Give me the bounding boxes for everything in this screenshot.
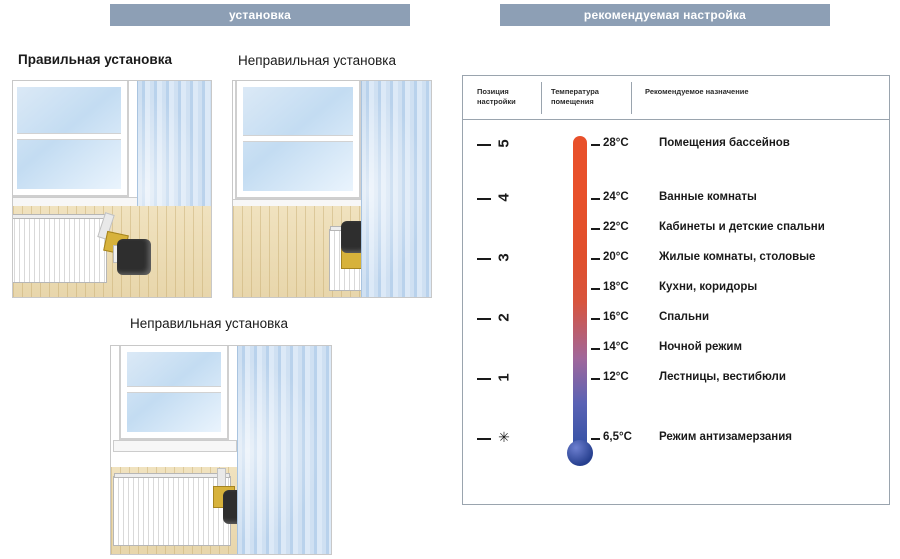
recommended-setting-table (462, 75, 890, 505)
temperature-tick (591, 228, 600, 230)
window-frame (12, 80, 129, 197)
temperature-value: 6,5°C (603, 431, 632, 443)
header-divider-1 (541, 82, 542, 114)
purpose-text: Жилые комнаты, столовые (659, 251, 816, 263)
purpose-text: Ночной режим (659, 341, 742, 353)
column-header-position: Позиция настройки (477, 87, 516, 107)
purpose-text: Спальни (659, 311, 710, 323)
temperature-tick (591, 438, 600, 440)
purpose-text: Помещения бассейнов (659, 137, 790, 149)
position-tick (477, 378, 491, 380)
curtain-highlight (362, 80, 432, 298)
curtain (237, 345, 332, 555)
position-value: 2 (495, 313, 513, 322)
purpose-text: Кухни, коридоры (659, 281, 758, 293)
temperature-value: 20°C (603, 251, 629, 263)
purpose-text: Лестницы, вестибюли (659, 371, 786, 383)
photo-correct-installation (12, 80, 212, 298)
temperature-tick (591, 348, 600, 350)
purpose-text: Кабинеты и детские спальни (659, 221, 825, 233)
temperature-tick (591, 288, 600, 290)
window-frame (235, 80, 361, 199)
position-value: 4 (495, 193, 513, 202)
position-value: 5 (495, 139, 513, 148)
temperature-value: 18°C (603, 281, 629, 293)
position-tick (477, 318, 491, 320)
position-value: 1 (495, 373, 513, 382)
temperature-tick (591, 258, 600, 260)
column-header-temperature: Температура помещения (551, 87, 599, 107)
temperature-tick (591, 318, 600, 320)
snowflake-icon: ✳ (498, 429, 510, 445)
temperature-value: 28°C (603, 137, 629, 149)
thermostatic-head (117, 239, 151, 275)
curtain (361, 80, 432, 298)
caption-wrong-installation-1: Неправильная установка (238, 53, 396, 68)
column-header-purpose: Рекомендуемое назначение (645, 87, 749, 96)
position-tick (477, 258, 491, 260)
window-crossbar (127, 386, 221, 393)
radiator-top-rail (114, 473, 230, 478)
temperature-value: 16°C (603, 311, 629, 323)
window-crossbar (17, 133, 121, 140)
temperature-value: 14°C (603, 341, 629, 353)
temperature-tick (591, 144, 600, 146)
temperature-value: 24°C (603, 191, 629, 203)
curtain-highlight (238, 345, 332, 555)
temperature-value: 22°C (603, 221, 629, 233)
thermometer-tube (573, 136, 587, 454)
temperature-tick (591, 378, 600, 380)
temperature-value: 12°C (603, 371, 629, 383)
radiator (12, 217, 107, 283)
header-bar-recommended-setting (500, 4, 830, 26)
table-header-row (463, 76, 889, 120)
position-tick (477, 198, 491, 200)
caption-correct-installation: Правильная установка (18, 52, 172, 67)
position-tick (477, 144, 491, 146)
position-tick (477, 438, 491, 440)
purpose-text: Режим антизамерзания (659, 431, 793, 443)
photo-wrong-installation-2 (110, 345, 332, 555)
window-crossbar (243, 135, 353, 142)
window-sill (113, 440, 237, 452)
header-bar-recommended-setting-label: рекомендуемая настройка (583, 8, 747, 22)
radiator-top-rail (12, 214, 106, 219)
thermometer-graphic (567, 136, 593, 496)
header-bar-installation-label: установка (228, 8, 292, 22)
temperature-tick (591, 198, 600, 200)
header-divider-2 (631, 82, 632, 114)
position-value: 3 (495, 253, 513, 262)
caption-wrong-installation-2: Неправильная установка (130, 316, 288, 331)
window-frame (119, 345, 229, 440)
photo-wrong-installation-1 (232, 80, 432, 298)
thermometer-bulb (567, 440, 593, 466)
purpose-text: Ванные комнаты (659, 191, 757, 203)
